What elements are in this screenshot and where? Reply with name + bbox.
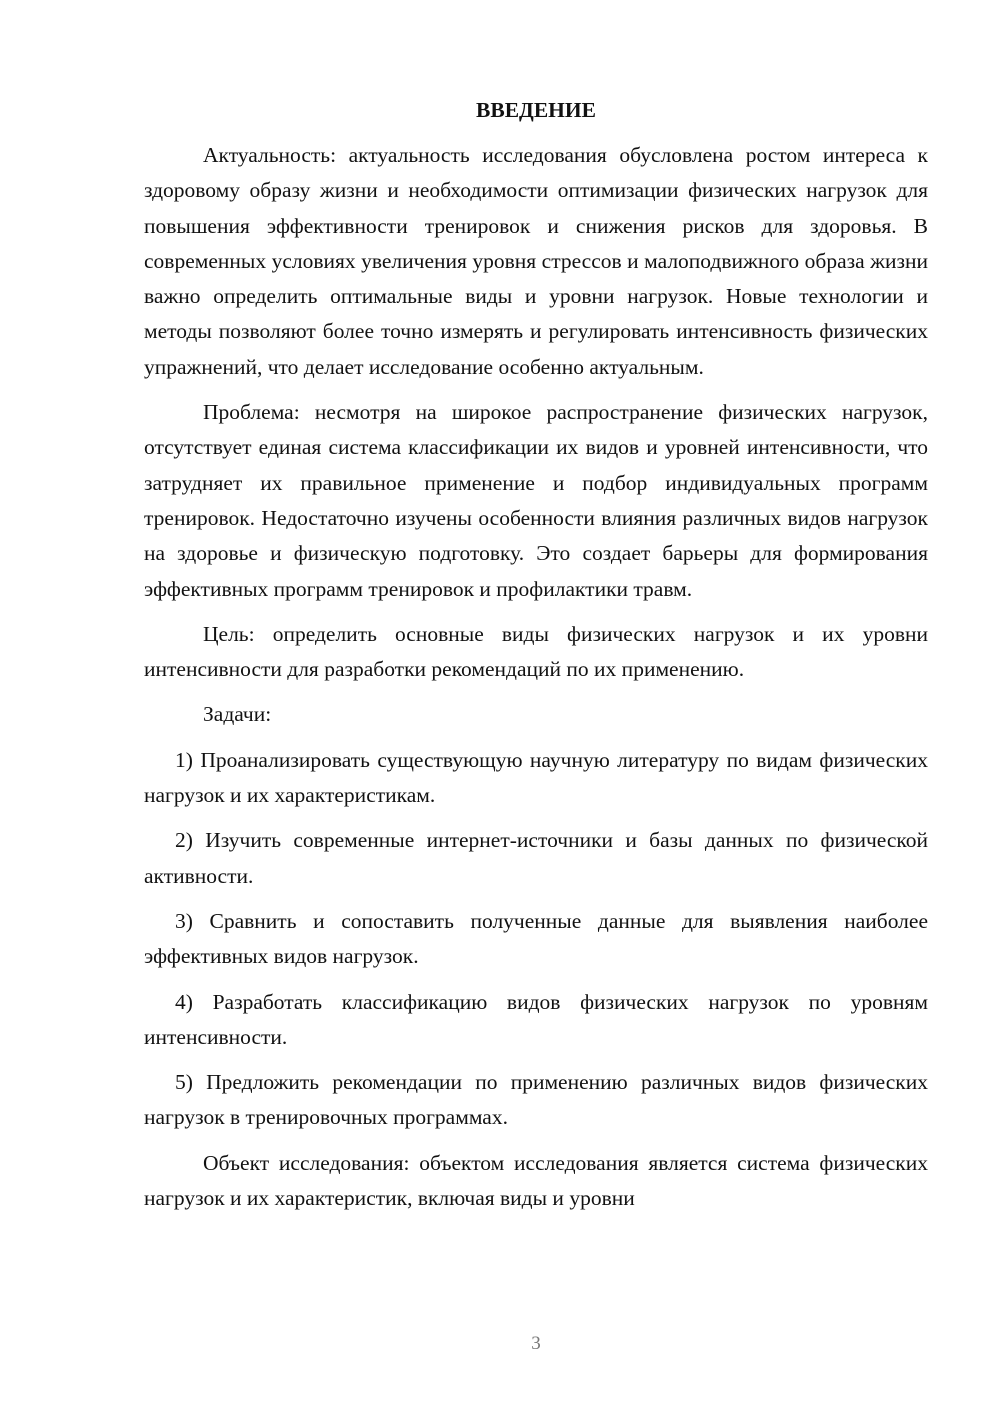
paragraph-relevance: Актуальность: актуальность исследования обусловлена ростом интереса к здоровому образу жизни и необходимости оптимизации физических нагрузок для повышения эффективности тренировок и снижения рисков для здоровья. В современных условиях увеличения уровня стрессов и малоподвижного образа жизни важно определить оптимальные виды и уровни нагрузок. Новые технологии и методы позволяют более точно измерять и регулировать интенсивность физических упражнений, что делает исследование особенно актуальным. (144, 143, 928, 379)
task-item-5: 5) Предложить рекомендации по применению различных видов физических нагрузок в тренировочных программах. (144, 1070, 928, 1130)
task-item-2: 2) Изучить современные интернет-источники и базы данных по физической активности. (144, 828, 928, 888)
task-item-3: 3) Сравнить и сопоставить полученные данные для выявления наиболее эффективных видов нагрузок. (144, 908, 928, 969)
page-number: 3 (531, 1333, 541, 1354)
task-item-1: 1) Проанализировать существующую научную литературу по видам физических нагрузок и их характеристикам. (144, 747, 928, 808)
page-content (144, 93, 928, 1216)
tasks-heading: Задачи: (203, 702, 272, 727)
paragraph-object: Объект исследования: объектом исследования является система физических нагрузок и их характеристик, включая виды и уровни (144, 1150, 928, 1211)
paragraph-goal: Цель: определить основные виды физических нагрузок и их уровни интенсивности для разработки рекомендаций по их применению. (144, 621, 928, 682)
task-item-4: 4) Разработать классификацию видов физических нагрузок по уровням интенсивности. (144, 989, 928, 1049)
paragraph-problem: Проблема: несмотря на широкое распространение физических нагрузок, отсутствует единая система классификации их видов и уровней интенсивности, что затрудняет их правильное применение и подбор индивидуальных программ тренировок. Недостаточно изучены особенности влияния различных видов нагрузок на здоровье и физическую подготовку. Это создает барьеры для формирования эффективных программ тренировок и профилактики травм. (144, 400, 928, 601)
section-title: ВВЕДЕНИЕ (476, 98, 596, 122)
